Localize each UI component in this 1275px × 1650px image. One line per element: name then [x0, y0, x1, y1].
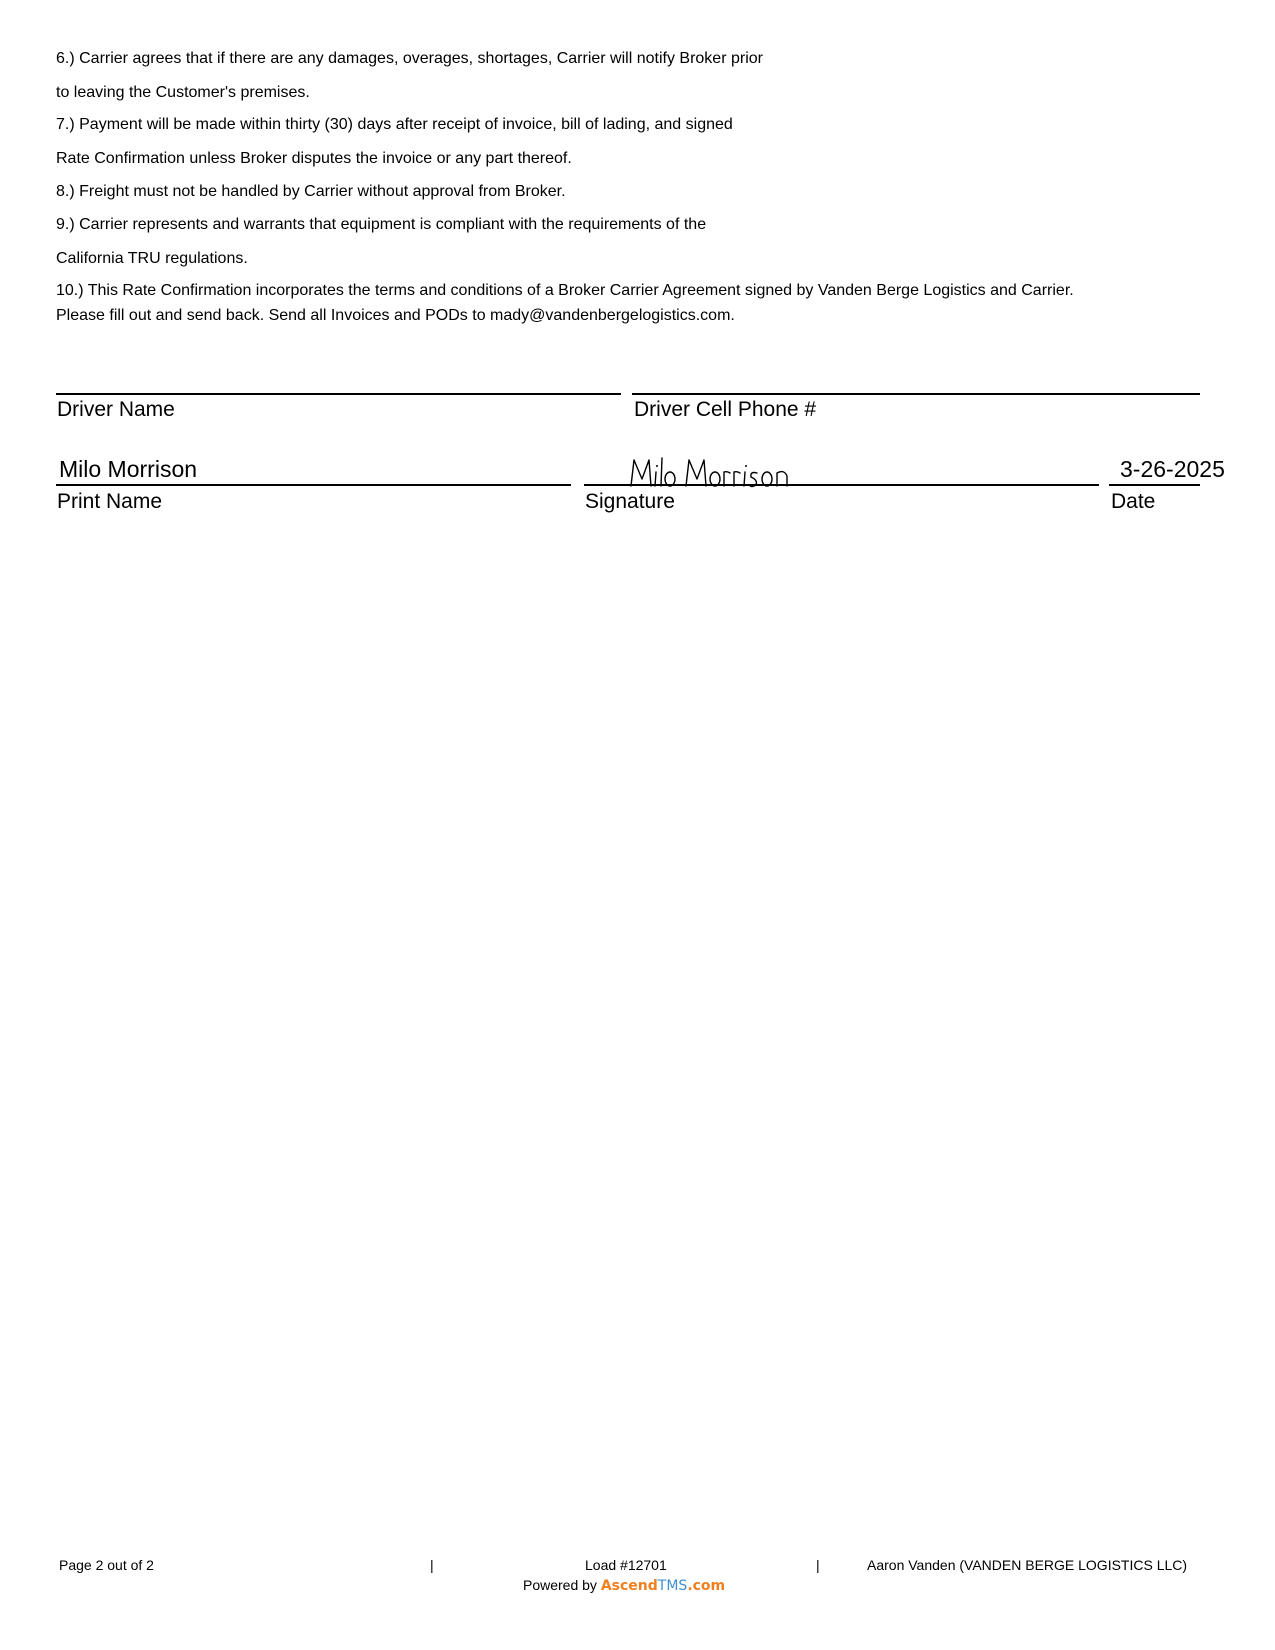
term-7-line-2: Rate Confirmation unless Broker disputes the invoice or any part thereof.: [56, 150, 572, 167]
driver-cell-label: Driver Cell Phone #: [634, 398, 817, 421]
date-value: 3-26-2025: [1120, 456, 1225, 482]
print-name-line: [56, 484, 571, 486]
brand-ascend: Ascend: [600, 1578, 658, 1594]
term-6-line-1: 6.) Carrier agrees that if there are any damages, overages, shortages, Carrier will notify Broker prior: [56, 50, 763, 67]
instructions-line: Please fill out and send back. Send all Invoices and PODs to mady@vandenbergelogistics.com.: [56, 307, 735, 324]
footer-separator-right: |: [816, 1557, 820, 1573]
page-number: Page 2 out of 2: [59, 1557, 154, 1573]
term-9-line-2: California TRU regulations.: [56, 250, 248, 267]
driver-name-label: Driver Name: [57, 398, 175, 421]
brand-com: .com: [687, 1578, 726, 1594]
term-7-line-1: 7.) Payment will be made within thirty (30) days after receipt of invoice, bill of lading, and signed: [56, 116, 733, 133]
powered-by: [523, 1577, 725, 1594]
date-label: Date: [1111, 490, 1156, 513]
date-line: [1109, 484, 1200, 486]
term-6-line-2: to leaving the Customer's premises.: [56, 84, 310, 101]
print-name-label: Print Name: [57, 490, 163, 513]
brand-tms: TMS: [657, 1578, 688, 1594]
powered-by-label: Powered by: [523, 1577, 597, 1593]
ascendtms-link[interactable]: [601, 1577, 725, 1593]
handwritten-signature: [628, 452, 798, 492]
term-9-line-1: 9.) Carrier represents and warrants that equipment is compliant with the requirements of the: [56, 216, 707, 233]
load-number: Load #12701: [585, 1557, 667, 1573]
footer-separator-left: |: [430, 1557, 434, 1573]
driver-cell-line: [632, 393, 1200, 395]
driver-name-line: [56, 393, 621, 395]
print-name-value: Milo Morrison: [59, 456, 198, 482]
signature-label: Signature: [585, 490, 675, 513]
term-8: 8.) Freight must not be handled by Carrier without approval from Broker.: [56, 183, 566, 200]
company-name: Aaron Vanden (VANDEN BERGE LOGISTICS LLC): [867, 1557, 1188, 1573]
signature-line: [584, 484, 1099, 486]
term-10: 10.) This Rate Confirmation incorporates the terms and conditions of a Broker Carrier Agreement signed by Vanden Berge Logistics and Carrier.: [56, 282, 1074, 299]
